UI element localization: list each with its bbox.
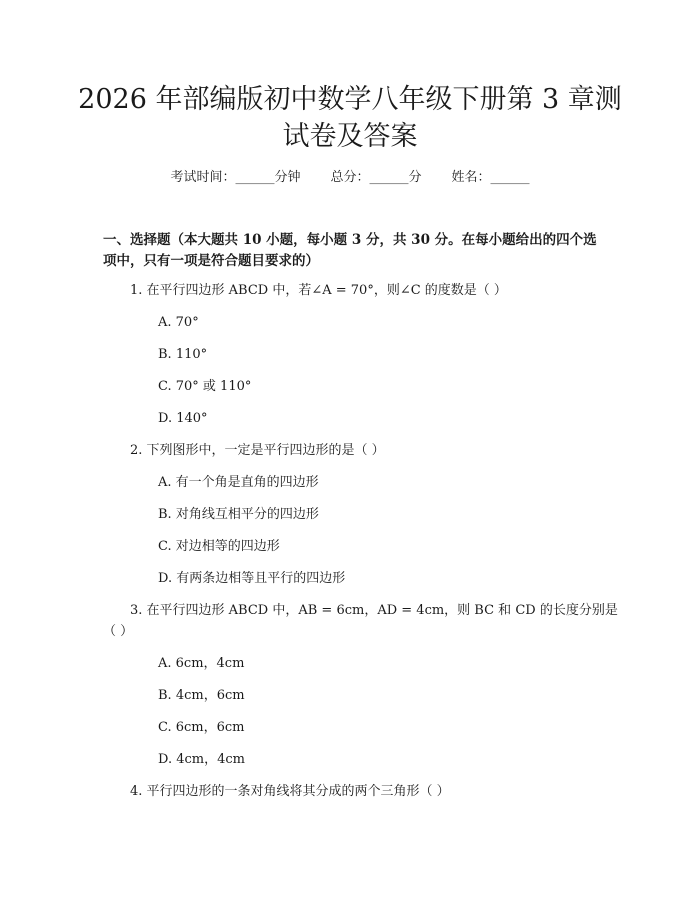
question-2-option-d: D. 有两条边相等且平行的四边形 bbox=[158, 571, 346, 586]
exam-meta bbox=[0, 168, 700, 188]
question-1: 1. 在平行四边形 ABCD 中，若∠A = 70°，则∠C 的度数是（ ） bbox=[130, 283, 507, 298]
question-3-option-d: D. 4cm，4cm bbox=[158, 752, 245, 767]
question-3: 3. 在平行四边形 ABCD 中，AB = 6cm，AD = 4cm，则 BC 和 CD 的长度分别是 bbox=[130, 603, 618, 618]
question-1-option-d: D. 140° bbox=[158, 411, 208, 426]
question-2: 2. 下列图形中，一定是平行四边形的是（ ） bbox=[130, 443, 385, 458]
question-1-option-a: A. 70° bbox=[158, 315, 199, 330]
question-3-option-b: B. 4cm，6cm bbox=[158, 688, 245, 703]
page-title-line2: 试卷及答案 bbox=[282, 121, 418, 152]
section-heading-line1: 一、选择题（本大题共 10 小题，每小题 3 分，共 30 分。在每小题给出的四个选 bbox=[103, 232, 597, 248]
question-3-option-a: A. 6cm，4cm bbox=[158, 656, 245, 671]
question-1-option-b: B. 110° bbox=[158, 347, 208, 362]
section-heading-line2: 项中，只有一项是符合题目要求的） bbox=[103, 253, 319, 269]
question-3-option-c: C. 6cm，6cm bbox=[158, 720, 245, 735]
student-name-field: 姓名：______ bbox=[451, 170, 530, 185]
question-3-continuation: （ ） bbox=[103, 624, 134, 639]
page-title-line1: 2026 年部编版初中数学八年级下册第 3 章测 bbox=[78, 84, 622, 115]
question-4: 4. 平行四边形的一条对角线将其分成的两个三角形（ ） bbox=[130, 784, 450, 799]
total-score-field: 总分：______分 bbox=[330, 170, 422, 185]
question-1-option-c: C. 70° 或 110° bbox=[158, 379, 252, 394]
question-2-option-a: A. 有一个角是直角的四边形 bbox=[158, 475, 319, 490]
question-2-option-b: B. 对角线互相平分的四边形 bbox=[158, 507, 319, 522]
exam-time-field: 考试时间：______分钟 bbox=[170, 170, 301, 185]
question-2-option-c: C. 对边相等的四边形 bbox=[158, 539, 280, 554]
